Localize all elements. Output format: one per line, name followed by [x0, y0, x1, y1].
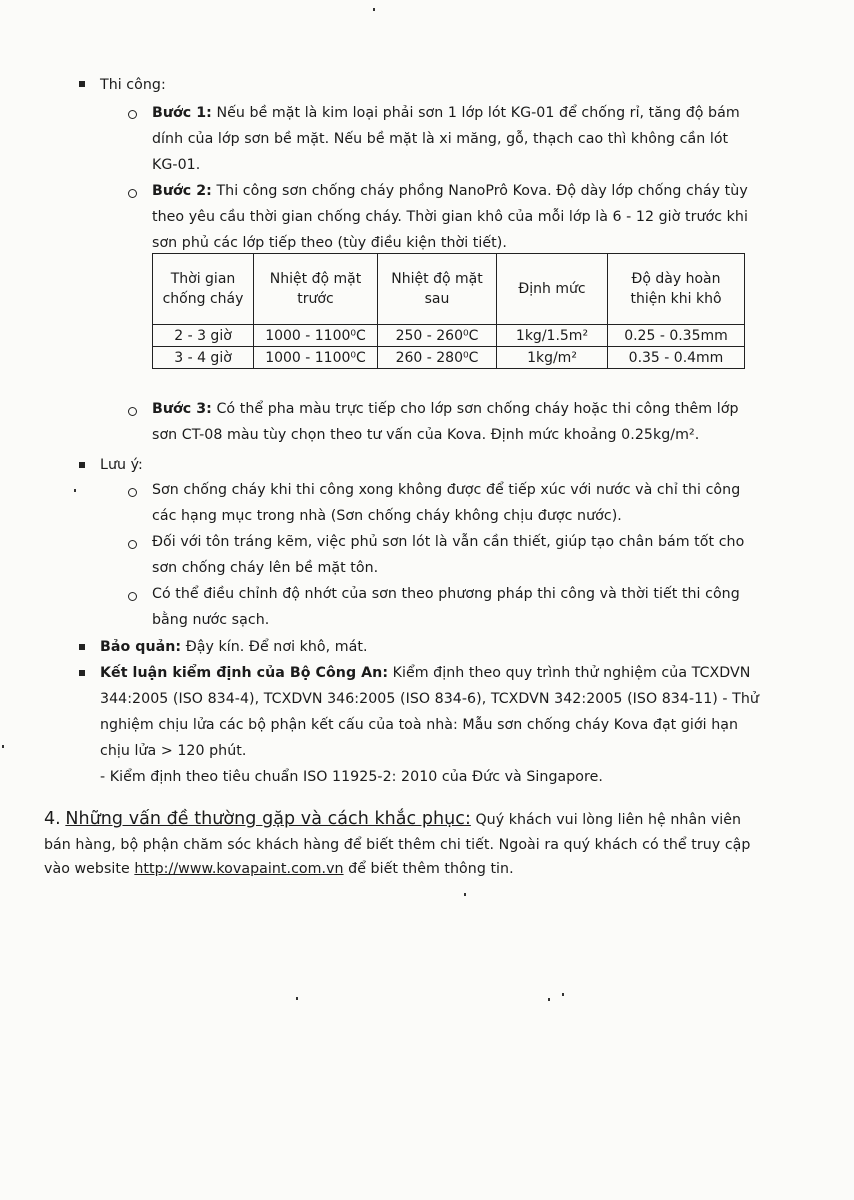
scan-speck — [2, 745, 4, 748]
website-link[interactable]: http://www.kovapaint.com.vn — [134, 861, 344, 877]
scan-speck — [373, 8, 375, 11]
table-header-row — [153, 254, 745, 325]
scan-speck — [464, 893, 466, 896]
buoc1-line3: KG-01. — [152, 157, 201, 173]
ket-luan-line3: nghiệm chịu lửa các bộ phận kết cấu của toà nhà: Mẫu sơn chống cháy Kova đạt giới hạn — [100, 717, 739, 733]
scan-speck — [74, 489, 76, 492]
bullet-circle — [128, 407, 137, 416]
scan-speck — [548, 998, 550, 1001]
ket-luan-line1 — [100, 660, 750, 686]
section4-line1 — [44, 806, 741, 833]
luu-y-heading: Lưu ý: — [100, 457, 143, 473]
spec-table — [152, 253, 745, 369]
table-cell: 1kg/m² — [497, 347, 608, 369]
luu-y-item-2-line1: Đối với tôn tráng kẽm, việc phủ sơn lót là vẫn cần thiết, giúp tạo chân bám tốt cho — [152, 534, 745, 550]
thi-cong-heading: Thi công: — [100, 77, 166, 93]
bullet-square — [79, 462, 85, 468]
buoc2-line3: sơn phủ các lớp tiếp theo (tùy điều kiện thời tiết). — [152, 235, 507, 251]
table-row — [153, 347, 745, 369]
buoc1-label: Bước 1: — [152, 105, 212, 121]
ket-luan-text-1: Kiểm định theo quy trình thử nghiệm của TCXDVN — [392, 665, 751, 681]
ket-luan-line2: 344:2005 (ISO 834-4), TCXDVN 346:2005 (ISO 834-6), TCXDVN 342:2005 (ISO 834-11) - Thử — [100, 691, 759, 707]
table-cell: 1000 - 1100⁰C — [254, 347, 378, 369]
buoc1-text-1: Nếu bề mặt là kim loại phải sơn 1 lớp lót KG-01 để chống rỉ, tăng độ bám — [216, 105, 740, 121]
ket-luan-label: Kết luận kiểm định của Bộ Công An: — [100, 665, 389, 681]
section4-line3 — [44, 856, 514, 882]
section4-number: 4. — [44, 809, 61, 829]
bullet-circle — [128, 488, 137, 497]
table-cell: 1kg/1.5m² — [497, 325, 608, 347]
buoc3-line2: sơn CT-08 màu tùy chọn theo tư vấn của Kova. Định mức khoảng 0.25kg/m². — [152, 427, 700, 443]
bao-quan-label: Bảo quản: — [100, 639, 182, 655]
buoc3-text-1: Có thể pha màu trực tiếp cho lớp sơn chống cháy hoặc thi công thêm lớp — [216, 401, 739, 417]
table-header: Nhiệt độ mặt sau — [378, 254, 497, 325]
buoc1-line2: dính của lớp sơn bề mặt. Nếu bề mặt là xi măng, gỗ, thạch cao thì không cần lót — [152, 131, 729, 147]
buoc2-text-1: Thi công sơn chống cháy phồng NanoPrô Kova. Độ dày lớp chống cháy tùy — [216, 183, 748, 199]
scan-speck — [562, 993, 564, 996]
luu-y-item-3-line2: bằng nước sạch. — [152, 612, 270, 628]
buoc2-line2: theo yêu cầu thời gian chống cháy. Thời gian khô của mỗi lớp là 6 - 12 giờ trước khi — [152, 209, 748, 225]
table-cell: 3 - 4 giờ — [153, 347, 254, 369]
section4-text-1: Quý khách vui lòng liên hệ nhân viên — [475, 812, 742, 828]
bullet-circle — [128, 110, 137, 119]
table-cell: 1000 - 1100⁰C — [254, 325, 378, 347]
section4-line2: bán hàng, bộ phận chăm sóc khách hàng để biết thêm chi tiết. Ngoài ra quý khách có thể truy cập — [44, 837, 751, 853]
luu-y-item-2-line2: sơn chống cháy lên bề mặt tôn. — [152, 560, 379, 576]
bullet-square — [79, 81, 85, 87]
table-cell: 0.25 - 0.35mm — [608, 325, 745, 347]
buoc2-line1 — [152, 178, 748, 204]
table-cell: 2 - 3 giờ — [153, 325, 254, 347]
bullet-square — [79, 670, 85, 676]
table-header: Định mức — [497, 254, 608, 325]
section4-title: Những vấn đề thường gặp và cách khắc phục: — [65, 809, 471, 829]
scan-speck — [296, 997, 298, 1000]
bullet-circle — [128, 592, 137, 601]
bullet-square — [79, 644, 85, 650]
bullet-circle — [128, 540, 137, 549]
table-header: Độ dày hoàn thiện khi khô — [608, 254, 745, 325]
buoc1-line1 — [152, 100, 740, 126]
table-header: Nhiệt độ mặt trước — [254, 254, 378, 325]
buoc2-label: Bước 2: — [152, 183, 212, 199]
ket-luan-line5: - Kiểm định theo tiêu chuẩn ISO 11925-2: 2010 của Đức và Singapore. — [100, 769, 603, 785]
luu-y-item-3-line1: Có thể điều chỉnh độ nhớt của sơn theo phương pháp thi công và thời tiết thi công — [152, 586, 740, 602]
bao-quan-line — [100, 634, 368, 660]
section4-text-post: để biết thêm thông tin. — [348, 861, 514, 877]
luu-y-item-1-line1: Sơn chống cháy khi thi công xong không được để tiếp xúc với nước và chỉ thi công — [152, 482, 741, 498]
table-cell: 260 - 280⁰C — [378, 347, 497, 369]
table-cell: 0.35 - 0.4mm — [608, 347, 745, 369]
bao-quan-text: Đậy kín. Để nơi khô, mát. — [185, 639, 368, 655]
buoc3-line1 — [152, 396, 739, 422]
table-row — [153, 325, 745, 347]
table-header: Thời gian chống cháy — [153, 254, 254, 325]
buoc3-label: Bước 3: — [152, 401, 212, 417]
bullet-circle — [128, 189, 137, 198]
luu-y-item-1-line2: các hạng mục trong nhà (Sơn chống cháy không chịu được nước). — [152, 508, 622, 524]
section4-text-pre: vào website — [44, 861, 130, 877]
ket-luan-line4: chịu lửa > 120 phút. — [100, 743, 247, 759]
table-cell: 250 - 260⁰C — [378, 325, 497, 347]
